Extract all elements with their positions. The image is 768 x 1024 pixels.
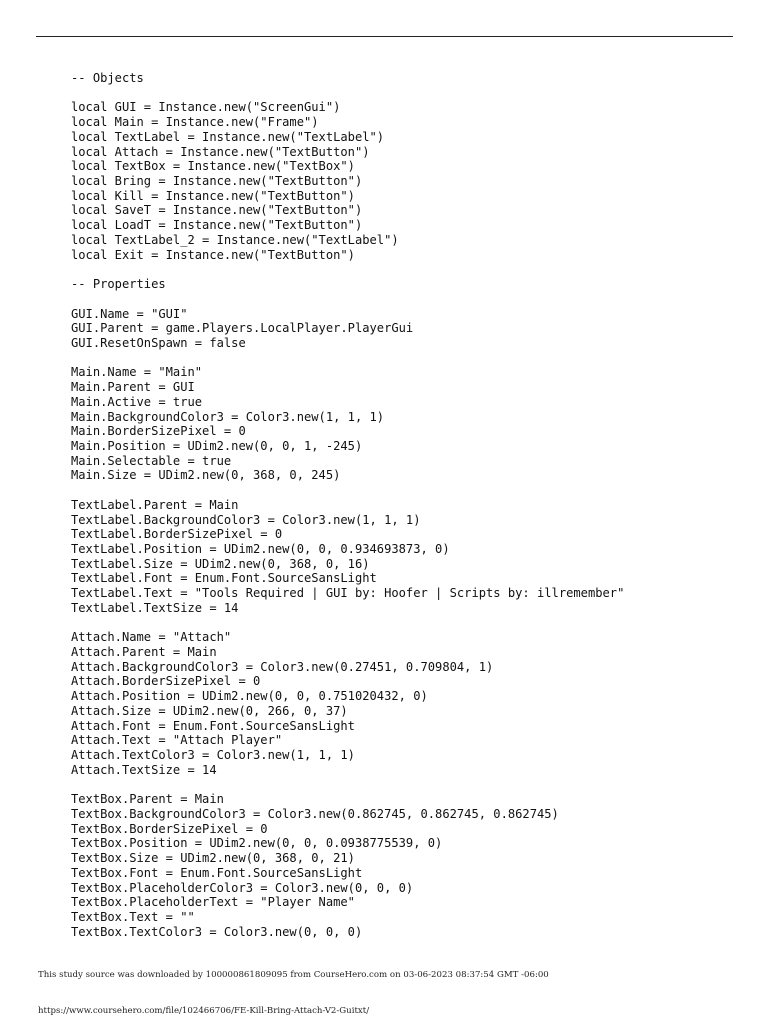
code-line: Main.Active = true	[71, 394, 203, 409]
code-line: TextBox.PlaceholderColor3 = Color3.new(0, 0, 0)	[71, 880, 414, 895]
code-line: Attach.TextSize = 14	[71, 762, 217, 777]
code-line: GUI.Name = "GUI"	[71, 306, 188, 321]
code-line: TextLabel.Position = UDim2.new(0, 0, 0.934693873, 0)	[71, 542, 450, 556]
code-line: Main.Name = "Main"	[71, 365, 203, 380]
code-line: Attach.Text = "Attach Player"	[71, 733, 283, 748]
code-line: local SaveT = Instance.new("TextButton")	[71, 203, 363, 218]
code-line: GUI.ResetOnSpawn = false	[71, 335, 246, 350]
code-line: Attach.TextColor3 = Color3.new(1, 1, 1)	[71, 748, 355, 763]
code-line: Main.Position = UDim2.new(0, 0, 1, -245)	[71, 438, 363, 453]
code-line: Main.Parent = GUI	[71, 380, 195, 395]
code-line: Main.BorderSizePixel = 0	[71, 424, 246, 439]
source-url: https://www.coursehero.com/file/102466706/FE-Kill-Bring-Attach-V2-Guitxt/	[38, 1006, 370, 1016]
blank-line	[71, 292, 751, 307]
code-line: local TextBox = Instance.new("TextBox")	[71, 159, 355, 174]
code-line: local LoadT = Instance.new("TextButton")	[71, 218, 363, 233]
code-line: TextBox.Text = ""	[71, 909, 195, 924]
code-line: Attach.BorderSizePixel = 0	[71, 674, 261, 689]
code-line: local Main = Instance.new("Frame")	[71, 115, 319, 130]
code-line: local GUI = Instance.new("ScreenGui")	[71, 100, 341, 115]
code-line: TextBox.PlaceholderText = "Player Name"	[71, 895, 355, 910]
blank-line	[71, 778, 751, 793]
code-line: local TextLabel_2 = Instance.new("TextLabel")	[71, 232, 399, 247]
code-line: TextBox.Parent = Main	[71, 792, 224, 807]
blank-line	[71, 616, 751, 631]
code-line: TextBox.TextColor3 = Color3.new(0, 0, 0)	[71, 924, 363, 939]
code-line: TextBox.BackgroundColor3 = Color3.new(0.862745, 0.862745, 0.862745)	[71, 806, 559, 821]
code-line: GUI.Parent = game.Players.LocalPlayer.PlayerGui	[71, 321, 414, 336]
code-line: local Kill = Instance.new("TextButton")	[71, 188, 355, 203]
code-line: TextBox.BorderSizePixel = 0	[71, 821, 268, 836]
code-line: TextLabel.Font = Enum.Font.SourceSansLight	[71, 571, 377, 586]
code-line: Attach.BackgroundColor3 = Color3.new(0.27451, 0.709804, 1)	[71, 659, 494, 674]
code-line: Attach.Position = UDim2.new(0, 0, 0.751020432, 0)	[71, 689, 428, 704]
code-line: Attach.Font = Enum.Font.SourceSansLight	[71, 718, 355, 733]
code-line: -- Objects	[71, 71, 144, 85]
blank-line	[71, 351, 751, 366]
code-line: TextLabel.Parent = Main	[71, 497, 239, 512]
blank-line	[71, 86, 751, 101]
code-line: TextLabel.BorderSizePixel = 0	[71, 527, 283, 542]
code-line: TextBox.Font = Enum.Font.SourceSansLight	[71, 865, 363, 880]
code-line: local Attach = Instance.new("TextButton")	[71, 144, 370, 159]
code-line: Attach.Name = "Attach"	[71, 630, 232, 645]
blank-line	[71, 262, 751, 277]
code-line: Main.BackgroundColor3 = Color3.new(1, 1, 1)	[71, 409, 385, 424]
code-line: local Bring = Instance.new("TextButton")	[71, 174, 363, 189]
code-line: TextLabel.Size = UDim2.new(0, 368, 0, 16)	[71, 556, 370, 571]
code-line: local Exit = Instance.new("TextButton")	[71, 247, 355, 262]
code-line: TextLabel.Text = "Tools Required | GUI by: Hoofer | Scripts by: illremember"	[71, 586, 625, 601]
code-line: TextLabel.BackgroundColor3 = Color3.new(1, 1, 1)	[71, 512, 421, 527]
code-line: TextLabel.TextSize = 14	[71, 600, 239, 615]
code-line: -- Properties	[71, 277, 166, 292]
code-line: Attach.Parent = Main	[71, 645, 217, 660]
code-listing	[71, 71, 751, 939]
code-line: Main.Selectable = true	[71, 453, 232, 468]
header-divider	[36, 36, 733, 37]
download-notice: This study source was downloaded by 100000861809095 from CourseHero.com on 03-06-2023 08:37:54 GMT -06:00	[38, 970, 549, 980]
code-line: Attach.Size = UDim2.new(0, 266, 0, 37)	[71, 703, 348, 718]
blank-line	[71, 483, 751, 498]
code-line: TextBox.Size = UDim2.new(0, 368, 0, 21)	[71, 851, 355, 866]
code-line: local TextLabel = Instance.new("TextLabel")	[71, 129, 385, 144]
code-line: Main.Size = UDim2.new(0, 368, 0, 245)	[71, 468, 341, 483]
code-line: TextBox.Position = UDim2.new(0, 0, 0.0938775539, 0)	[71, 836, 443, 851]
